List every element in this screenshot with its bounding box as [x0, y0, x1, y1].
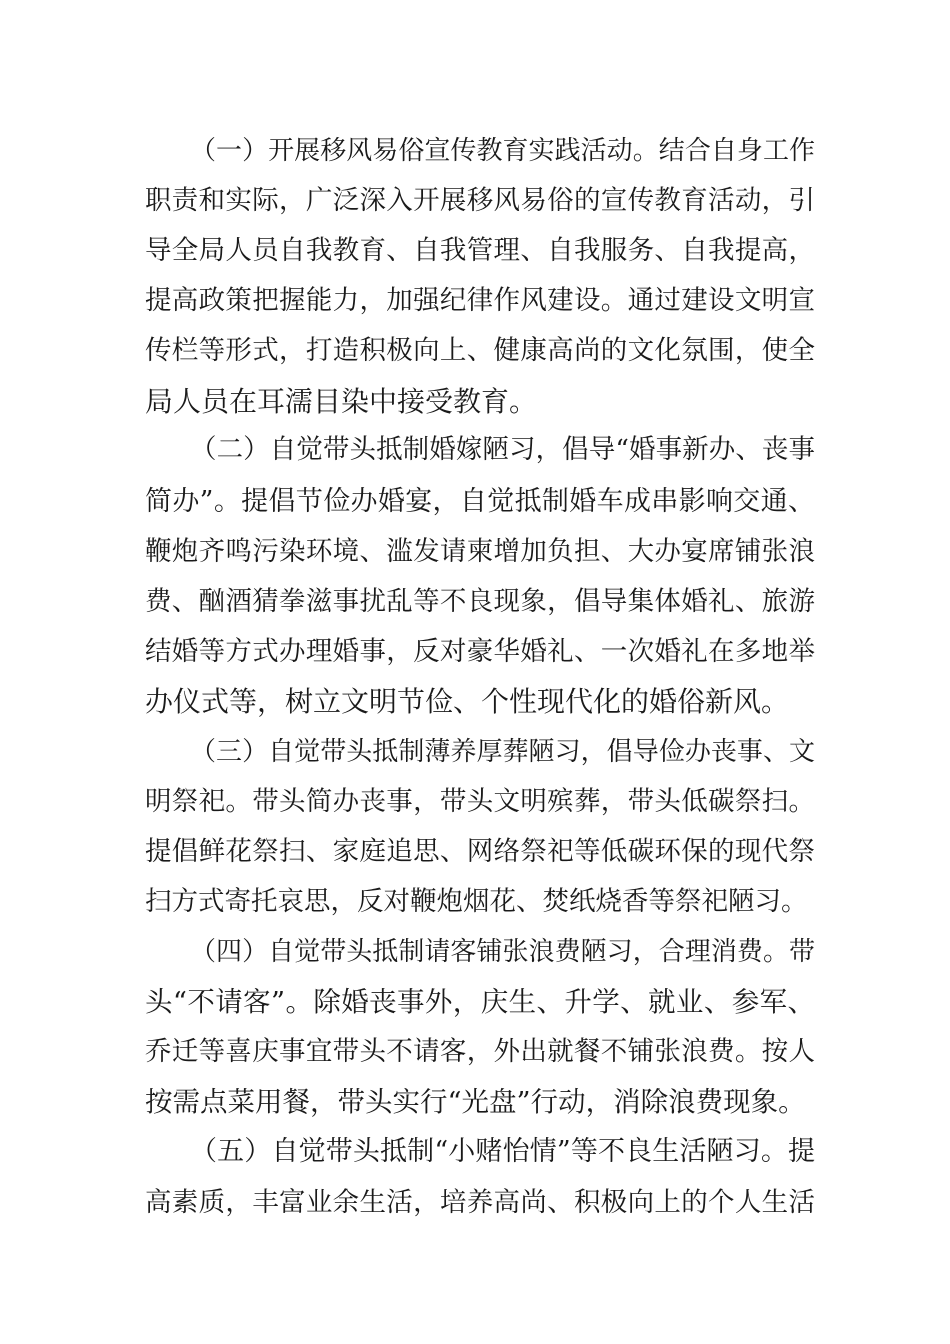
paragraph-2-line-2: 简办”。提倡节俭办婚宴，自觉抵制婚车成串影响交通、 [145, 486, 815, 517]
paragraph-4-line-3: 乔迁等喜庆事宜带头不请客，外出就餐不铺张浪费。按人 [145, 1036, 815, 1067]
paragraph-1-line-4: 提高政策把握能力，加强纪律作风建设。通过建设文明宣 [145, 285, 815, 316]
paragraph-2-line-1: （二）自觉带头抵制婚嫁陋习，倡导“婚事新办、丧事 [190, 434, 815, 465]
paragraph-3-line-4: 扫方式寄托哀思，反对鞭炮烟花、焚纸烧香等祭祀陋习。 [145, 886, 808, 917]
paragraph-3-line-2: 明祭祀。带头简办丧事，带头文明殡葬，带头低碳祭扫。 [145, 786, 815, 817]
paragraph-2-line-6: 办仪式等，树立文明节俭、个性现代化的婚俗新风。 [145, 685, 790, 718]
paragraph-5-line-2: 高素质，丰富业余生活，培养高尚、积极向上的个人生活 [145, 1187, 815, 1218]
paragraph-4-line-4: 按需点菜用餐，带头实行“光盘”行动，消除浪费现象。 [145, 1086, 806, 1118]
paragraph-2-line-3: 鞭炮齐鸣污染环境、滥发请柬增加负担、大办宴席铺张浪 [145, 536, 815, 567]
paragraph-2-line-4: 费、酗酒猜拳滋事扰乱等不良现象，倡导集体婚礼、旅游 [145, 586, 815, 617]
paragraph-1-line-2: 职责和实际，广泛深入开展移风易俗的宣传教育活动，引 [145, 185, 815, 216]
paragraph-1-line-3: 导全局人员自我教育、自我管理、自我服务、自我提高， [145, 235, 815, 266]
paragraph-4-line-1: （四）自觉带头抵制请客铺张浪费陋习，合理消费。带 [190, 937, 815, 967]
paragraph-1-line-1: （一）开展移风易俗宣传教育实践活动。结合自身工作 [190, 136, 815, 166]
paragraph-2-line-5: 结婚等方式办理婚事，反对豪华婚礼、一次婚礼在多地举 [145, 636, 815, 667]
paragraph-4-line-2: 头“不请客”。除婚丧事外，庆生、升学、就业、参军、 [145, 986, 815, 1018]
paragraph-3-line-3: 提倡鲜花祭扫、家庭追思、网络祭祀等低碳环保的现代祭 [145, 836, 815, 867]
paragraph-1-line-6: 局人员在耳濡目染中接受教育。 [145, 385, 538, 418]
paragraph-1-line-5: 传栏等形式，打造积极向上、健康高尚的文化氛围，使全 [145, 335, 815, 366]
paragraph-5-line-1: （五）自觉带头抵制“小赌怡情”等不良生活陋习。提 [190, 1136, 815, 1167]
paragraph-3-line-1: （三）自觉带头抵制薄养厚葬陋习，倡导俭办丧事、文 [190, 737, 815, 767]
